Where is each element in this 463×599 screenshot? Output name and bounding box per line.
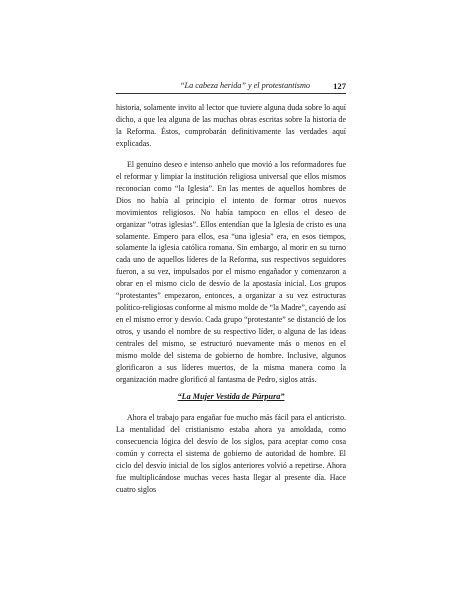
page-number: 127 [333,81,346,91]
paragraph-antichrist: Ahora el trabajo para engañar fue mucho más fácil para el anticristo. La mentalidad del cristianismo estaba ahora ya amoldada, como consecuencia lógica del desvío de los siglos, para aceptar como cosa común y correcta el sistema de gobierno de autoridad de hombre. El ciclo del desvío inicial de los siglos anteriores volvió a repetirse. Ahora fue multiplicándose muchas veces hasta llegar al presente día. Hace cuatro siglos [116,412,346,494]
header-rule [116,93,346,94]
paragraph-reformers: El genuino deseo e intenso anhelo que movió a los reformadores fue el reformar y limpiar la institución religiosa universal que ellos mismos reconocían como “la Iglesia”. En las mentes de aquellos hombres de Dios no había al principio el intento de formar otros nuevos movimientos religiosos. No había tampoco en ellos el deseo de organizar “otras iglesias”. Ellos entendían que la Iglesia de cristo es una solamente. Empero para ellos, esa “una iglesia” era, en esos tiempos, solamente la iglesia católica romana. Sin embargo, al morir en su turno cada uno de aquellos líderes de la Reforma, sus respectivos seguidores fueron, a su vez, impulsados por el mismo engañador y comenzaron a obrar en el mismo ciclo de desvío de la apostasía inicial. Los grupos “protestantes” empezaron, entonces, a organizar a su vez estructuras político-religiosas conforme al mismo molde de “la Madre”, cayendo así en el mismo error y desvío. Cada grupo “protestante” se distanció de los otros, y usando el nombre de su respectivo líder, o alguna de las ideas centrales del mismo, se estructuró nuevamente más o menos en el mismo molde del sistema de gobierno de hombre. Inclusive, algunos glorificaron a sus líderes muertos, de la misma manera como la organización madre glorificó al fantasma de Pedro, siglos atrás. [116,159,346,384]
section-heading: “La Mujer Vestida de Púrpura” [177,391,285,401]
running-header-title: “La cabeza herida” y el protestantismo [179,81,310,90]
paragraph-continuation: historia, solamente invito al lector que tuviere alguna duda sobre lo aquí dicho, a que lea alguna de las muchas obras escritas sobre la historia de la Reforma. Éstos, comprobarán definitivamente las verdades aquí explicadas. [116,103,346,148]
running-header [116,80,346,92]
body-text [116,102,346,496]
